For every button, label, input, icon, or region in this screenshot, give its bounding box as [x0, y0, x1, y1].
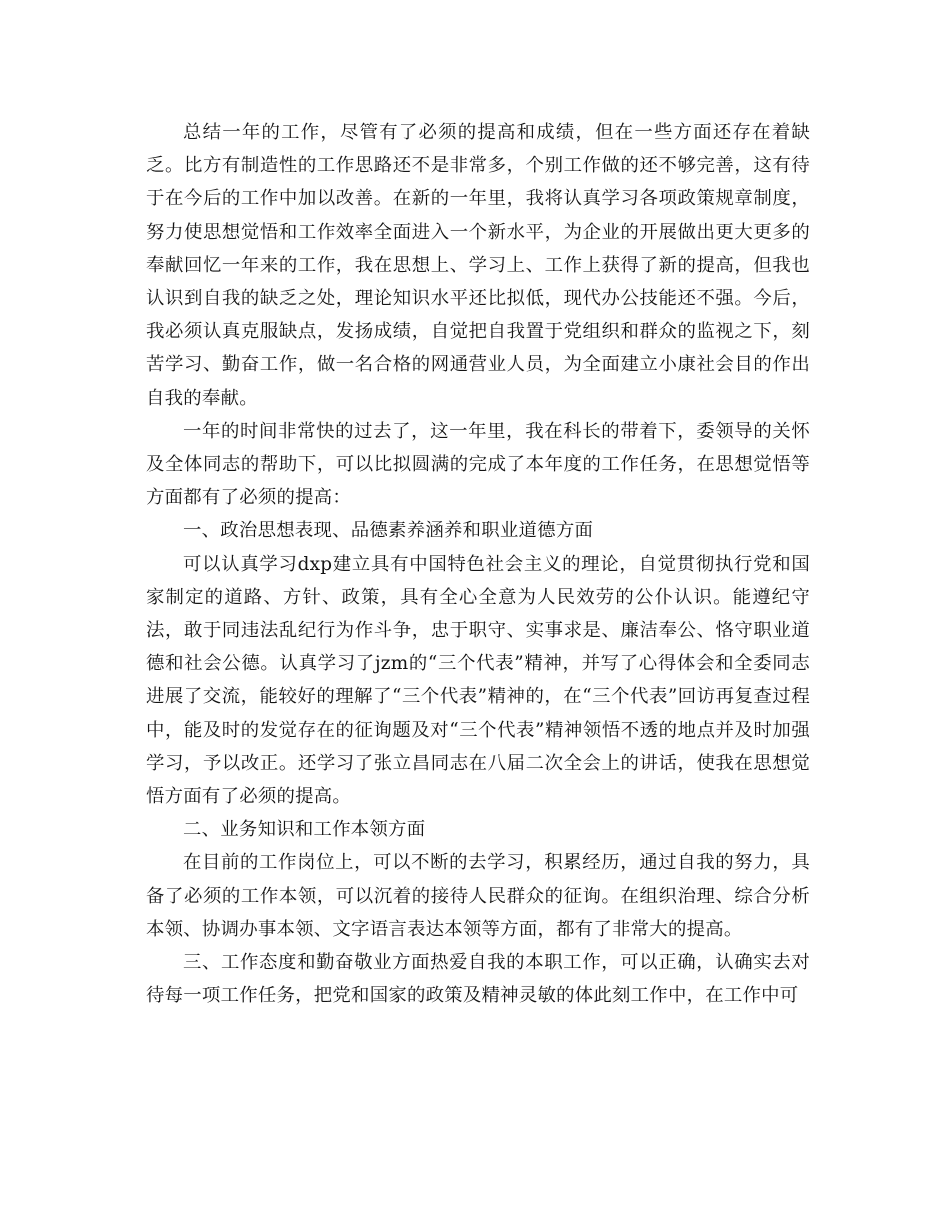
paragraph-year-review: 一年的时间非常快的过去了，这一年里，我在科长的带着下，委领导的关怀及全体同志的帮助下，可以比拟圆满的完成了本年度的工作任务，在思想觉悟等方面都有了必须的提高：	[146, 420, 810, 509]
document-body	[146, 116, 810, 1012]
heading-political-thought: 一、政治思想表现、品德素养涵养和职业道德方面	[183, 520, 594, 542]
paragraph-business-knowledge: 在目前的工作岗位上，可以不断的去学习，积累经历，通过自我的努力，具备了必须的工作本领，可以沉着的接待人民群众的征询。在组织治理、综合分析本领、协调办事本领、文字语言表达本领等方面，都有了非常大的提高。	[146, 852, 810, 940]
paragraph-political-thought: 可以认真学习dxp建立具有中国特色社会主义的理论，自觉贯彻执行党和国家制定的道路、方针、政策，具有全心全意为人民效劳的公仆认识。能遵纪守法，敢于同违法乱纪行为作斗争，忠于职守、实事求是、廉洁奉公、恪守职业道德和社会公德。认真学习了jzm的“三个代表”精神，并写了心得体会和全委同志进展了交流，能较好的理解了“三个代表”精神的，在“三个代表”回访再复查过程中，能及时的发觉存在的征询题及对“三个代表”精神领悟不透的地点并及时加强学习，予以改正。还学习了张立昌同志在八届二次全会上的讲话，使我在思想觉悟方面有了必须的提高。	[146, 553, 810, 808]
paragraph-summary: 总结一年的工作，尽管有了必须的提高和成绩，但在一些方面还存在着缺乏。比方有制造性的工作思路还不是非常多，个别工作做的还不够完善，这有待于在今后的工作中加以改善。在新的一年里，我将认真学习各项政策规章制度，努力使思想觉悟和工作效率全面进入一个新水平，为企业的开展做出更大更多的奉献回忆一年来的工作，我在思想上、学习上、工作上获得了新的提高，但我也认识到自我的缺乏之处，理论知识水平还比拟低，现代办公技能还不强。今后，我必须认真克服缺点，发扬成绩，自觉把自我置于党组织和群众的监视之下，刻苦学习、勤奋工作，做一名合格的网通营业人员，为全面建立小康社会目的作出自我的奉献。	[146, 122, 810, 409]
paragraph-work-attitude: 三、工作态度和勤奋敬业方面热爱自我的本职工作，可以正确，认确实去对待每一项工作任务，把党和国家的政策及精神灵敏的体此刻工作中，在工作中可	[146, 952, 810, 1007]
heading-business-knowledge: 二、业务知识和工作本领方面	[183, 819, 426, 841]
